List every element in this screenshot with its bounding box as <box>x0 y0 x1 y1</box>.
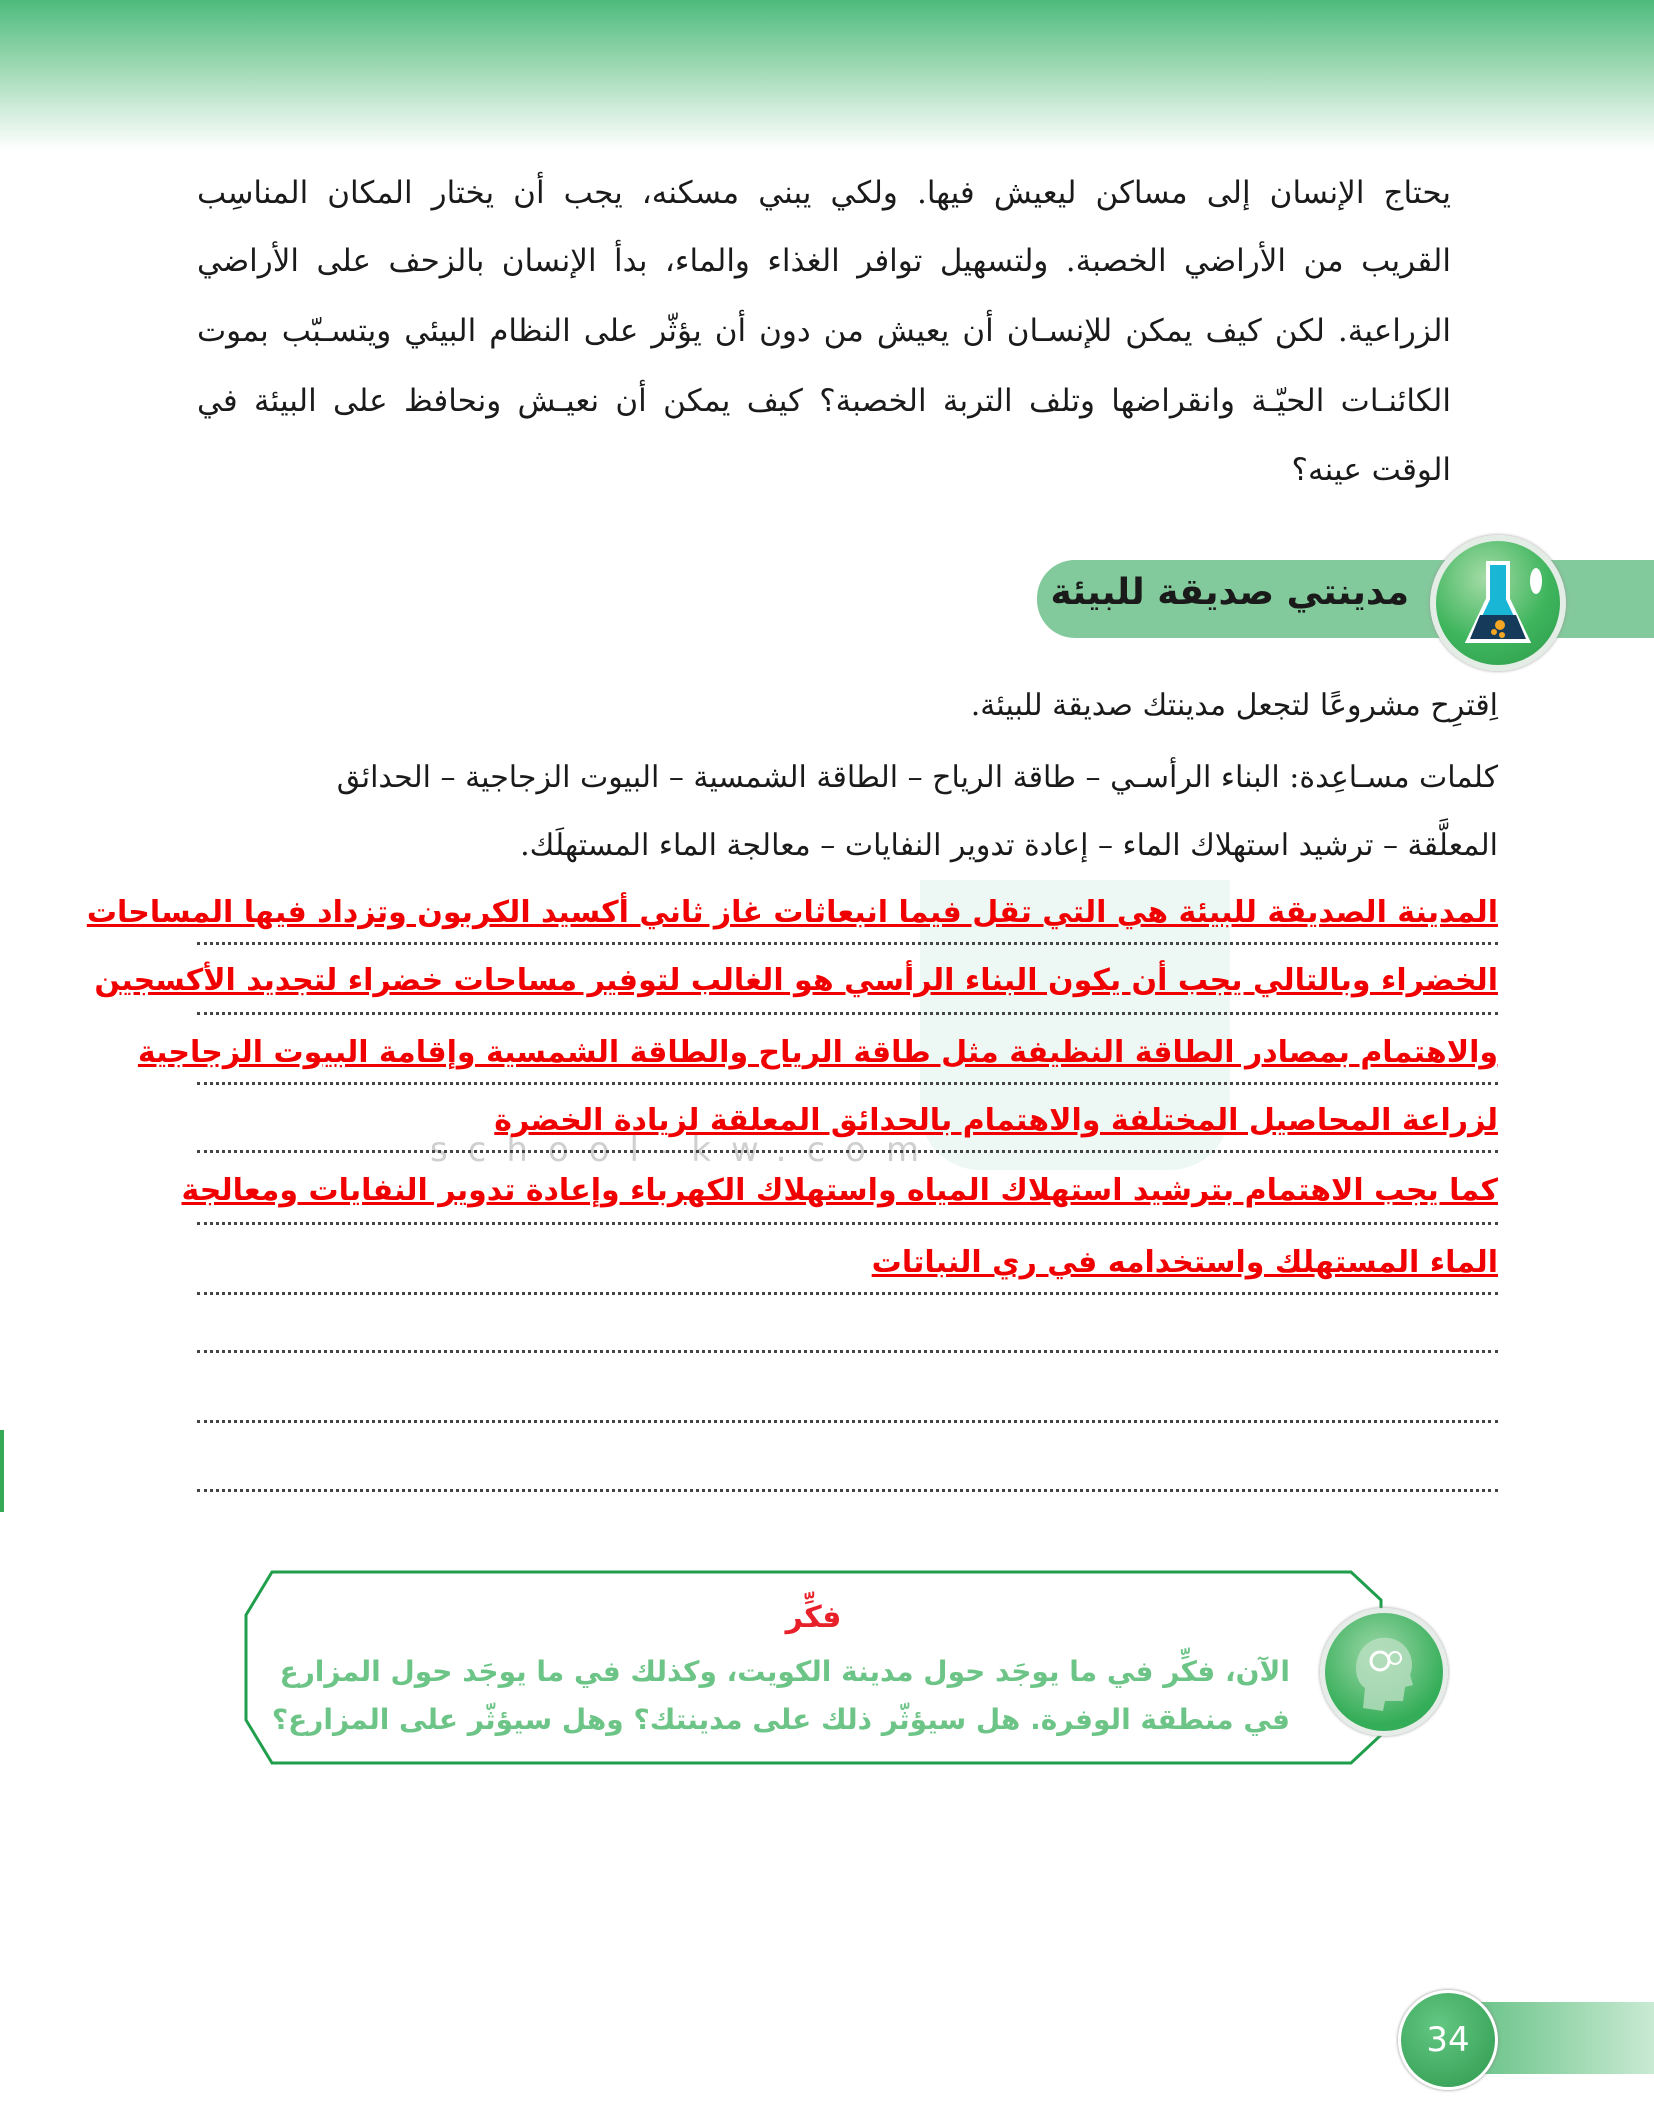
intro-line: يحتاج الإنسان إلى مساكن ليعيش فيها. ولكي يبني مسكنه، يجب أن يختار المكان المناسِب <box>197 175 1451 211</box>
dotted-answer-line <box>197 1082 1498 1085</box>
intro-line: الزراعية. لكن كيف يمكن للإنسـان أن يعيش من دون أن يؤثّر على النظام البيئي ويتسـبّب بموت <box>197 313 1451 349</box>
dotted-answer-line <box>197 1150 1498 1153</box>
dotted-answer-line <box>197 1222 1498 1225</box>
watermark-text: school-kw.com <box>430 1130 940 1170</box>
think-text: الآن، فكِّر في ما يوجَد حول مدينة الكويت، وكذلك في ما يوجَد حول المزارع <box>279 1655 1290 1688</box>
answer-line: لزراعة المحاصيل المختلفة والاهتمام بالحدائق المعلقة لزيادة الخضرة <box>494 1103 1498 1138</box>
intro-line: القريب من الأراضي الخصبة. ولتسهيل توافر الغذاء والماء، بدأ الإنسان بالزحف على الأراضي <box>197 243 1451 279</box>
flask-icon <box>1430 535 1566 671</box>
think-title: فكِّر <box>785 1600 842 1635</box>
helper-keywords: المعلَّقة – ترشيد استهلاك الماء – إعادة تدوير النفايات – معالجة الماء المستهلَك. <box>520 828 1498 863</box>
helper-keywords: كلمات مسـاعِدة: البناء الرأسـي – طاقة الرياح – الطاقة الشمسية – البيوت الزجاجية – الحدائق <box>336 760 1498 795</box>
think-text: في منطقة الوفرة. هل سيؤثّر ذلك على مدينتك؟ وهل سيؤثّر على المزارع؟ <box>271 1703 1290 1736</box>
intro-line: الكائنـات الحيّـة وانقراضها وتلف التربة الخصبة؟ كيف يمكن أن نعيـش ونحافظ على البيئة في <box>197 383 1451 419</box>
task-prompt: اِقترِح مشروعًا لتجعل مدينتك صديقة للبيئة. <box>970 688 1498 723</box>
answer-line: والاهتمام بمصادر الطاقة النظيفة مثل طاقة الرياح والطاقة الشمسية وإقامة البيوت الزجاجية <box>137 1035 1498 1070</box>
answer-line: الماء المستهلك واستخدامه في ري النباتات <box>871 1245 1498 1280</box>
section-title: مدينتي صديقة للبيئة <box>1050 572 1409 613</box>
dotted-answer-line <box>197 942 1498 945</box>
dotted-answer-line <box>197 1012 1498 1015</box>
page-number: 34 <box>1398 1990 1498 2090</box>
side-marker <box>0 1430 4 1512</box>
top-green-band <box>0 0 1654 150</box>
answer-line: المدينة الصديقة للبيئة هي التي تقل فيما انبعاثات غاز ثاني أكسيد الكربون وتزداد فيها المساحات <box>86 895 1498 930</box>
answer-line: كما يجب الاهتمام بترشيد استهلاك المياه واستهلاك الكهرباء وإعادة تدوير النفايات ومعالجة <box>181 1173 1498 1208</box>
dotted-answer-line <box>197 1489 1498 1492</box>
intro-line: الوقت عينه؟ <box>1291 452 1451 488</box>
head-gears-icon <box>1320 1608 1448 1736</box>
answer-line: الخضراء وبالتالي يجب أن يكون البناء الرأسي هو الغالب لتوفير مساحات خضراء لتجديد الأكسجين <box>94 963 1498 998</box>
dotted-answer-line <box>197 1292 1498 1295</box>
dotted-answer-line <box>197 1350 1498 1353</box>
dotted-answer-line <box>197 1420 1498 1423</box>
